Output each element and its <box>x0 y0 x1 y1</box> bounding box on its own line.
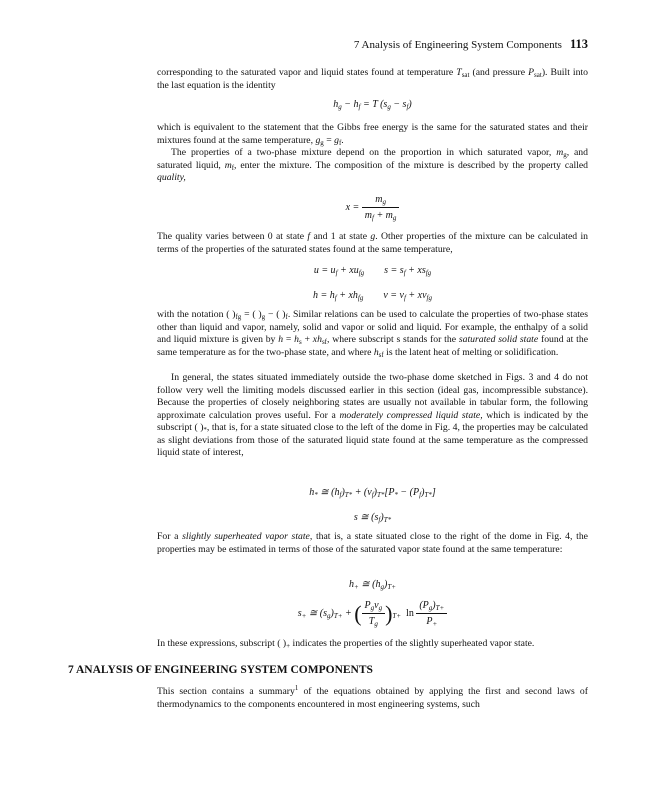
paragraph-8: In these expressions, subscript ( )$_+$ indicates the properties of the slightly superheated vapor state. <box>157 638 535 650</box>
section-intro: This section contains a summary$^1$ of the equations obtained by applying the first and second laws of thermodynamics to the components encountered in most engineering systems, such <box>157 684 588 710</box>
paragraph-7: For a slightly superheated vapor state, that is, a state situated close to the right of the dome in Fig. 4, the properties may be estimated in terms of those of the saturated vapor state found at the same temperature: <box>157 531 588 555</box>
paragraph-6: In general, the states situated immediately outside the two-phase dome sketched in Figs. 3 and 4 do not follow very well the limiting models discussed earlier in this section (ideal gas, incompressible substance). Because the properties of closely neighboring states are usually not available in tabular form, the following approximate calculation proves useful. For a moderately compressed liquid state, which is indicated by the subscript ( )$_*$, that is, for a state situated close to the left of the dome in Fig. 4, the properties may be calculated as slight deviations from those of the saturated liquid state found at the same temperature as the compressed liquid state of interest, <box>157 372 588 458</box>
quality-lhs: x = <box>345 201 360 213</box>
paragraph-4: The quality varies between 0 at state f and 1 at state g. Other properties of the mixture can be calculated in terms of the properties of the saturated states found at the same temperature, <box>157 231 588 255</box>
pressure-ratio-fraction: $\frac{(P_g)_{T+}}{P_+}$ <box>416 599 447 628</box>
running-header <box>155 37 588 53</box>
equation-h-plus: $h_+$ ≅ $(h_g)_{T+}$ <box>349 579 396 591</box>
running-title: 7 Analysis of Engineering System Components <box>353 39 562 51</box>
paragraph-5: with the notation ( )$_{fg}$ = ( )$_g$ − ( )$_f$. Similar relations can be used to calculate the properties of two-phase states other than liquid and vapor, namely, solid and vapor or solid and liquid. For example, the enthalpy of a solid and liquid mixture is given by $h = h_s + xh_{sf}$, where subscript s stands for the saturated solid state found at the same temperature as for the two-phase state, and where $h_{sf}$ is the latent heat of melting or solidification. <box>157 309 589 359</box>
equation-quality <box>157 193 588 222</box>
equation-identity: $h_g - h_f = T$ $(s_g - s_f)$ <box>333 99 412 111</box>
section-heading: 7 ANALYSIS OF ENGINEERING SYSTEM COMPONENTS <box>68 664 373 676</box>
equation-u-s: $u = u_f + xu_{fg}$ $s = s_f + xs_{fg}$ <box>313 265 432 277</box>
paragraph-2: which is equivalent to the statement that the Gibbs free energy is the same for the saturated states and their mixtures found at the same temperature, $g_g = g_f$. <box>157 122 588 147</box>
equation-s-star: s ≅ $(s_f)_{T*}$ <box>353 512 392 524</box>
paragraph-1: corresponding to the saturated vapor and liquid states found at temperature $T_{sat}$ (and pressure $P_{sat}$). Built into the last equation is the identity <box>157 67 589 91</box>
equation-h-star: $h_*$ ≅ $(h_f)_{T*} + (v_f)_{T*}[P_* - (P_f)_{T*}]$ <box>309 487 436 499</box>
pv-over-t-fraction: $\frac{P_gv_g}{T_g}$ <box>362 599 386 628</box>
paragraph-3: The properties of a two-phase mixture depend on the proportion in which saturated vapor, $m_g$, and saturated liquid, $m_f$, enter the mixture. The composition of the mixture is described by the property called quality, <box>157 147 588 183</box>
equation-s-plus: $s_+$ ≅ $(s_g)_{T+}$ + ( $\frac{P_gv_g}{T_g}$ )$_{T+}$ ln $\frac{(P_g)_{T+}}{P_+}$ <box>157 599 588 628</box>
page-number: 113 <box>569 37 588 51</box>
equation-h-v: $h = h_f + xh_{fg}$ $v = v_f + xv_{fg}$ <box>313 290 432 302</box>
quality-fraction: $\frac{m_g}{m_f + m_g}$ <box>362 193 400 222</box>
